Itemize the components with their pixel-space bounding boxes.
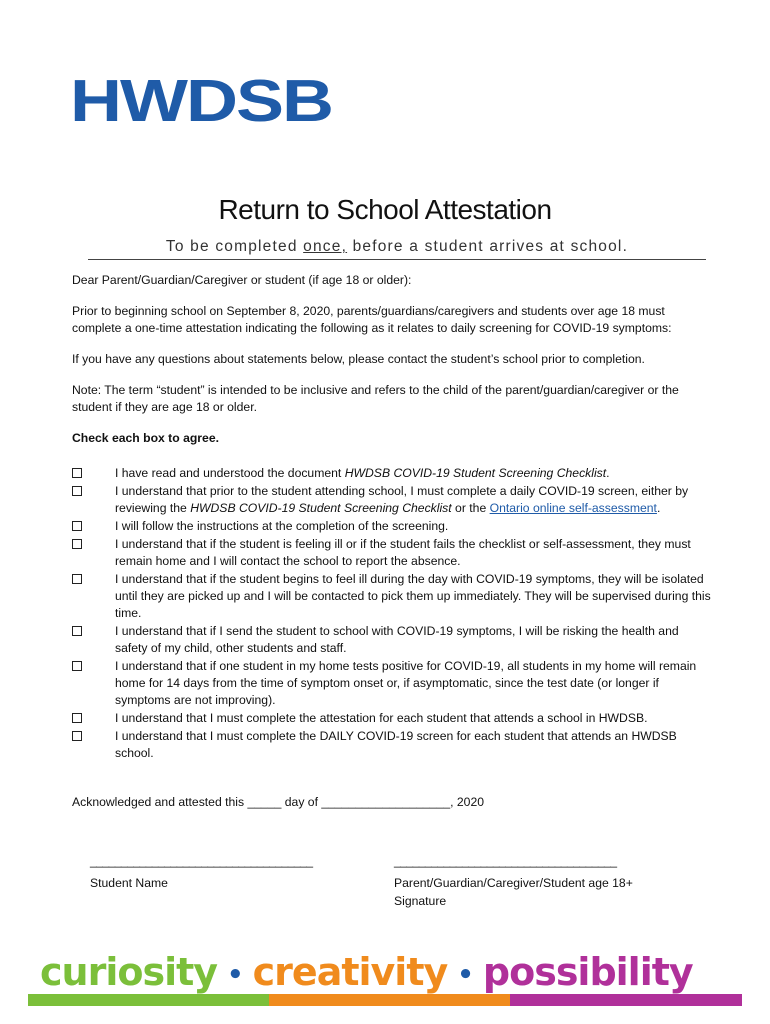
contact-paragraph: If you have any questions about statements below, please contact the student’s school prior to completion. — [72, 352, 645, 366]
checkbox[interactable] — [72, 468, 82, 478]
page-title: Return to School Attestation — [218, 194, 552, 225]
acknowledgement-line[interactable]: Acknowledged and attested this _____ day of ___________________, 2020 — [72, 795, 485, 809]
subtitle-post: before a student arrives at school. — [347, 238, 629, 255]
checkbox[interactable] — [72, 539, 82, 549]
parent-signature-line[interactable]: ____________________________________ — [394, 854, 617, 868]
agreement-checklist — [72, 465, 712, 762]
checklist-item — [72, 623, 712, 657]
checklist-item — [72, 518, 712, 535]
checklist-item-text: I understand that prior to the student attending school, I must complete a daily COVID-19 screen, either by reviewing the HWDSB COVID-19 Student Screening Checklist or the Ontario online self-assessment. — [115, 484, 689, 515]
checkbox[interactable] — [72, 574, 82, 584]
checklist-item — [72, 571, 712, 622]
hwdsb-logo: HWDSB — [70, 68, 332, 135]
footer-bar-green — [28, 994, 269, 1006]
slogan-creativity: creativity — [252, 950, 448, 994]
slogan-possibility: possibility — [482, 950, 693, 994]
checklist-item-text: I understand that if the student is feeling ill or if the student fails the checklist or self-assessment, they must remain home and I will contact the school to report the absence. — [115, 537, 691, 568]
student-name-label: Student Name — [90, 876, 168, 890]
salutation: Dear Parent/Guardian/Caregiver or student (if age 18 or older): — [72, 273, 412, 287]
subtitle-pre: To be completed — [165, 238, 304, 255]
checklist-item-text: I understand that I must complete the attestation for each student that attends a school in HWDSB. — [115, 711, 648, 725]
footer-slogan — [40, 950, 740, 994]
student-signature-block — [90, 852, 312, 892]
checkbox[interactable] — [72, 731, 82, 741]
slogan-dot-icon: • — [457, 959, 473, 990]
checklist-item — [72, 728, 712, 762]
parent-signature-label: Parent/Guardian/Caregiver/Student age 18+ — [394, 876, 633, 890]
subtitle-emphasis: once, — [303, 238, 348, 255]
slogan-curiosity: curiosity — [40, 950, 218, 994]
page-subtitle — [88, 238, 706, 260]
check-heading: Check each box to agree. — [72, 431, 219, 445]
checklist-item-text: I understand that if the student begins to feel ill during the day with COVID-19 symptoms, they will be isolated until they are picked up and I will be contacted to pick them up immediately. They will be supervised during this time. — [115, 572, 711, 620]
parent-signature-block — [394, 852, 633, 910]
checklist-item-text: I will follow the instructions at the completion of the screening. — [115, 519, 449, 533]
checklist-item — [72, 465, 712, 482]
self-assessment-link[interactable]: Ontario online self-assessment — [489, 501, 657, 515]
slogan-dot-icon: • — [227, 959, 243, 990]
checkbox[interactable] — [72, 626, 82, 636]
student-signature-line[interactable]: ____________________________________ — [90, 854, 313, 868]
checklist-item-text: I have read and understood the document HWDSB COVID-19 Student Screening Checklist. — [115, 466, 610, 480]
checkbox[interactable] — [72, 521, 82, 531]
checklist-item — [72, 658, 712, 709]
checklist-item-text: I understand that if I send the student to school with COVID-19 symptoms, I will be risking the health and safety of my child, other students and staff. — [115, 624, 679, 655]
checklist-item — [72, 710, 712, 727]
note-paragraph: Note: The term “student” is intended to be inclusive and refers to the child of the parent/guardian/caregiver or the student if they are age 18 or older. — [72, 383, 679, 414]
checklist-item — [72, 536, 712, 570]
checklist-item-text: I understand that I must complete the DAILY COVID-19 screen for each student that attends an HWDSB school. — [115, 729, 677, 760]
checkbox[interactable] — [72, 713, 82, 723]
footer-bar-orange — [269, 994, 510, 1006]
checklist-item-text: I understand that if one student in my home tests positive for COVID-19, all students in my home will remain home for 14 days from the time of symptom onset or, if asymptomatic, since the test date (or longer if symptoms are not improving). — [115, 659, 697, 707]
footer-bar-purple — [510, 994, 742, 1006]
letter-body — [72, 272, 712, 763]
checkbox[interactable] — [72, 661, 82, 671]
parent-signature-label-2: Signature — [394, 894, 447, 908]
intro-paragraph: Prior to beginning school on September 8, 2020, parents/guardians/caregivers and students over age 18 must complete a one-time attestation indicating the following as it relates to daily screening for COVID-19 symptoms: — [72, 304, 672, 335]
checklist-item — [72, 483, 712, 517]
checkbox[interactable] — [72, 486, 82, 496]
